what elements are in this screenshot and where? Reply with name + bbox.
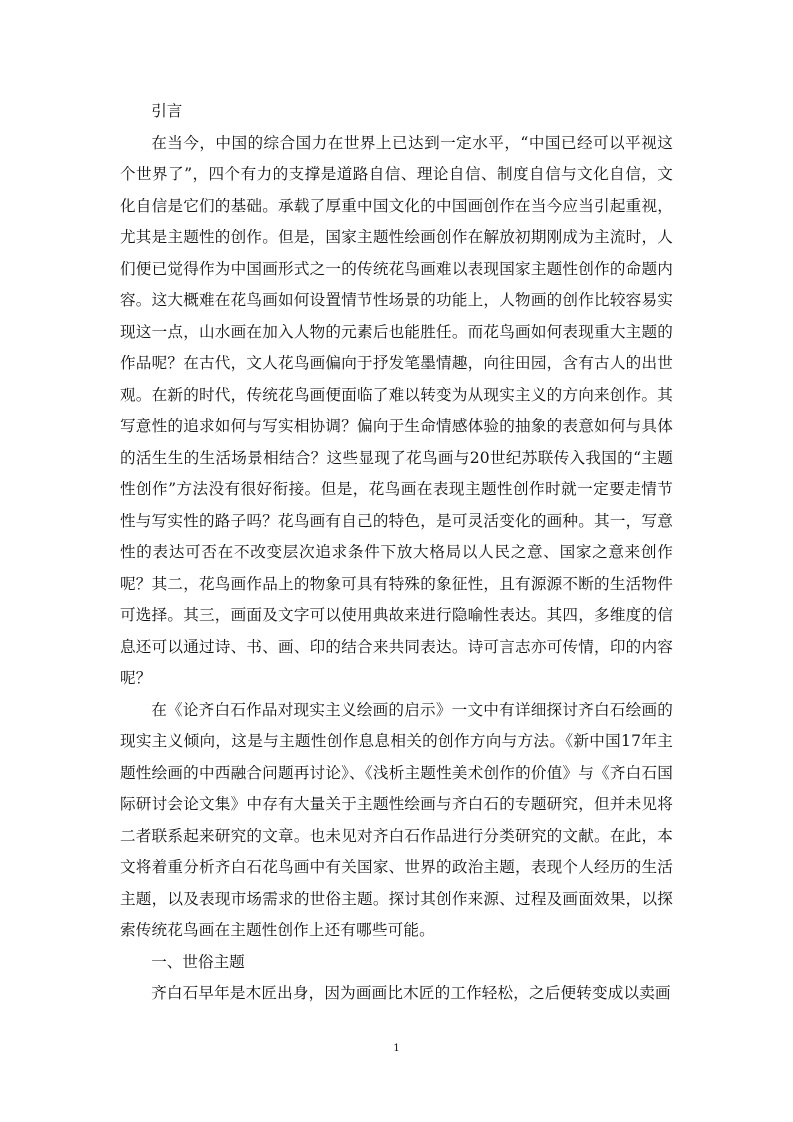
paragraph-section-start: 齐白石早年是木匠出身，因为画画比木匠的工作轻松，之后便转变成以卖画	[151, 984, 671, 1002]
paragraph-literature-review: 在《论齐白石作品对现实主义绘画的启示》一文中有详细探讨齐白石绘画的现实主义倾向，这是与主题性创作息息相关的创作方向与方法。《新中国17年主题性绘画的中西融合问题再讨论》、《浅析主题性美术创作的价值》与《齐白石国际研讨会论文集》中存有大量关于主题性绘画与齐白石的专题研究，但并未见将二者联系起来研究的文章。也未见对齐白石作品进行分类研究的文献。在此，本文将着重分析齐白石花鸟画中有关国家、世界的政治主题，表现个人经历的生活主题，以及表现市场需求的世俗主题。探讨其创作来源、过程及画面效果，以探索传统花鸟画在主题性创作上还有哪些可能。	[120, 700, 673, 939]
paragraph-intro: 在当今，中国的综合国力在世界上已达到一定水平，“中国已经可以平视这个世界了”，四个有力的支撑是道路自信、理论自信、制度自信与文化自信，文化自信是它们的基础。承载了厚重中国文化的中国画创作在当今应当引起重视，尤其是主题性的创作。但是，国家主题性绘画创作在解放初期刚成为主流时，人们便已觉得作为中国画形式之一的传统花鸟画难以表现国家主题性创作的命题内容。这大概难在花鸟画如何设置情节性场景的功能上，人物画的创作比较容易实现这一点，山水画在加入人物的元素后也能胜任。而花鸟画如何表现重大主题的作品呢？在古代，文人花鸟画偏向于抒发笔墨情趣，向往田园，含有古人的出世观。在新的时代，传统花鸟画便面临了难以转变为从现实主义的方向来创作。其写意性的追求如何与写实相协调？偏向于生命情感体验的抽象的表意如何与具体的活生生的生活场景相结合？这些显现了花鸟画与20世纪苏联传入我国的“主题性创作”方法没有很好衔接。但是，花鸟画在表现主题性创作时就一定要走情节性与写实性的路子吗？花鸟画有自己的特色，是可灵活变化的画种。其一，写意性的表达可否在不改变层次追求条件下放大格局以人民之意、国家之意来创作呢？其二，花鸟画作品上的物象可具有特殊的象征性，且有源源不断的生活物件可选择。其三，画面及文字可以使用典故来进行隐喻性表达。其四，多维度的信息还可以通过诗、书、画、印的结合来共同表达。诗可言志亦可传情，印的内容呢？	[120, 133, 673, 687]
page-number: 1	[393, 1043, 400, 1054]
section-heading: 一、世俗主题	[151, 952, 245, 971]
intro-heading: 引言	[151, 102, 183, 120]
document-body	[120, 96, 673, 1010]
